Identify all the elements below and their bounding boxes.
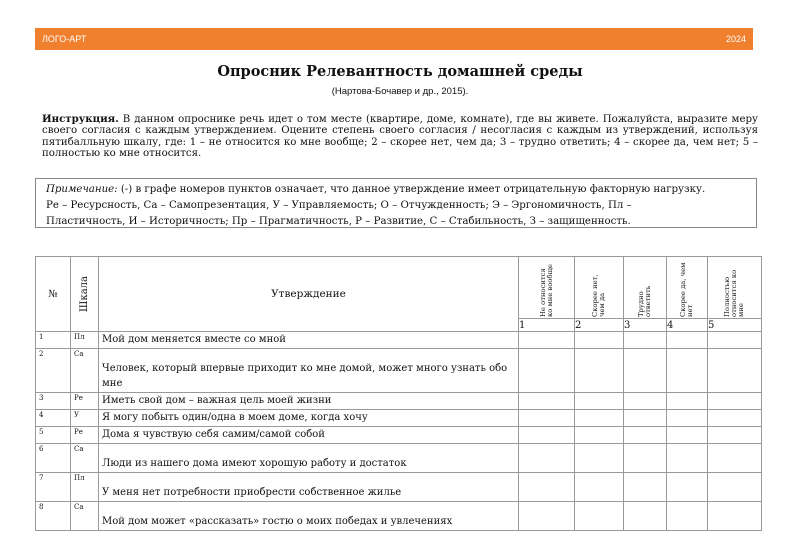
answer-cell-2[interactable] [575,502,624,531]
answer-cell-1[interactable] [519,410,575,427]
header-option-3 [624,257,667,319]
answer-cell-5[interactable] [708,393,762,410]
table-row [36,444,762,473]
row-number: 8 [36,502,71,531]
answer-cell-1[interactable] [519,502,575,531]
row-number: 4 [36,410,71,427]
answer-cell-1[interactable] [519,332,575,349]
note-text: (-) в графе номеров пунктов означает, что данное утверждение имеет отрицательную факторную нагрузку. [117,184,706,195]
answer-cell-3[interactable] [624,473,667,502]
header-scale [71,257,99,332]
answer-cell-5[interactable] [708,444,762,473]
instruction-paragraph [42,114,758,160]
row-number: 3 [36,393,71,410]
answer-cell-2[interactable] [575,393,624,410]
page-title: Опросник Релевантность домашней среды [217,63,583,80]
row-scale: Ре [71,427,99,444]
row-statement: Человек, который впервые приходит ко мне домой, может много узнать обо мне [99,349,519,393]
answer-cell-5[interactable] [708,332,762,349]
table-row [36,427,762,444]
row-scale: Ре [71,393,99,410]
header-option-1 [519,257,575,319]
answer-cell-4[interactable] [667,349,708,393]
table-row [36,502,762,531]
option-number: 5 [708,319,762,332]
answer-cell-5[interactable] [708,502,762,531]
instruction-label: Инструкция. [42,113,119,125]
header-option-3-label: Трудно ответить [637,285,652,317]
table-row [36,473,762,502]
row-scale: У [71,410,99,427]
table-header-row [36,257,762,319]
answer-cell-1[interactable] [519,349,575,393]
row-number: 6 [36,444,71,473]
brand-label: ЛОГО-АРТ [42,34,87,44]
row-scale: Пл [71,473,99,502]
row-number: 1 [36,332,71,349]
header-bar [35,28,753,50]
header-scale-label: Шкала [79,276,90,312]
answer-cell-1[interactable] [519,393,575,410]
answer-cell-5[interactable] [708,410,762,427]
option-number: 4 [667,319,708,332]
header-option-5 [708,257,762,319]
note-line-1 [46,182,748,198]
row-number: 7 [36,473,71,502]
answer-cell-3[interactable] [624,349,667,393]
table-row [36,410,762,427]
instruction-text: В данном опроснике речь идет о том месте (квартире, доме, комнате), где вы живете. Пожалуйста, выразите меру своего согласия с каждым утверждением. Оцените степень своего согласия / несогласия с каждым из утверждений, используя пятибалльную шкалу, где: 1 – не относится ко мне вообще; 2 – скорее нет, чем да; 3 – трудно ответить; 4 – скорее да, чем нет; 5 – полностью ко мне относится. [42,114,758,160]
answer-cell-4[interactable] [667,410,708,427]
row-statement: Мой дом может «рассказать» гостю о моих победах и увлечениях [99,502,519,531]
row-scale: Пл [71,332,99,349]
answer-cell-4[interactable] [667,427,708,444]
option-number: 2 [575,319,624,332]
year-label: 2024 [725,34,746,44]
answer-cell-1[interactable] [519,473,575,502]
row-scale: Са [71,502,99,531]
answer-cell-1[interactable] [519,427,575,444]
answer-cell-4[interactable] [667,393,708,410]
header-option-1-label: Не относится ко мне вообще [538,264,554,317]
table-row [36,393,762,410]
answer-cell-2[interactable] [575,410,624,427]
row-statement: Люди из нашего дома имеют хорошую работу и достаток [99,444,519,473]
answer-cell-2[interactable] [575,427,624,444]
answer-cell-4[interactable] [667,473,708,502]
header-option-4 [667,257,708,319]
answer-cell-3[interactable] [624,332,667,349]
answer-cell-3[interactable] [624,393,667,410]
header-option-4-label: Скорее да, чем нет [679,262,694,317]
note-line-3: Пластичность, И – Историчность; Пр – Прагматичность, Р – Развитие, С – Стабильность, З – защищенность. [46,216,631,227]
header-option-2-label: Скорее нет, чем да [591,274,606,317]
answer-cell-3[interactable] [624,410,667,427]
row-number: 5 [36,427,71,444]
option-number: 1 [519,319,575,332]
page-subtitle: (Нартова-Бочавер и др., 2015). [331,86,469,97]
header-num: № [36,257,71,332]
answer-cell-3[interactable] [624,427,667,444]
answer-cell-5[interactable] [708,427,762,444]
answer-cell-3[interactable] [624,502,667,531]
note-label: Примечание: [46,184,118,195]
note-line-2: Ре – Ресурсность, Са – Самопрезентация, У – Управляемость; О – Отчужденность; Э – Эргономичность, Пл – [46,200,632,211]
answer-cell-2[interactable] [575,444,624,473]
header-statement: Утверждение [99,257,519,332]
answer-cell-1[interactable] [519,444,575,473]
answer-cell-5[interactable] [708,349,762,393]
answer-cell-4[interactable] [667,502,708,531]
row-statement: У меня нет потребности приобрести собственное жилье [99,473,519,502]
questionnaire-table [35,256,762,531]
row-statement: Иметь свой дом – важная цель моей жизни [99,393,519,410]
row-scale: Са [71,444,99,473]
answer-cell-2[interactable] [575,332,624,349]
row-scale: Са [71,349,99,393]
table-row [36,349,762,393]
row-statement: Дома я чувствую себя самим/самой собой [99,427,519,444]
answer-cell-5[interactable] [708,473,762,502]
answer-cell-2[interactable] [575,349,624,393]
answer-cell-3[interactable] [624,444,667,473]
note-box [35,178,757,228]
answer-cell-4[interactable] [667,332,708,349]
answer-cell-4[interactable] [667,444,708,473]
header-option-2 [575,257,624,319]
table-row [36,332,762,349]
row-number: 2 [36,349,71,393]
answer-cell-2[interactable] [575,473,624,502]
header-option-5-label: Полностью относится ко мне [723,269,745,317]
row-statement: Мой дом меняется вместе со мной [99,332,519,349]
option-number: 3 [624,319,667,332]
row-statement: Я могу побыть один/одна в моем доме, когда хочу [99,410,519,427]
